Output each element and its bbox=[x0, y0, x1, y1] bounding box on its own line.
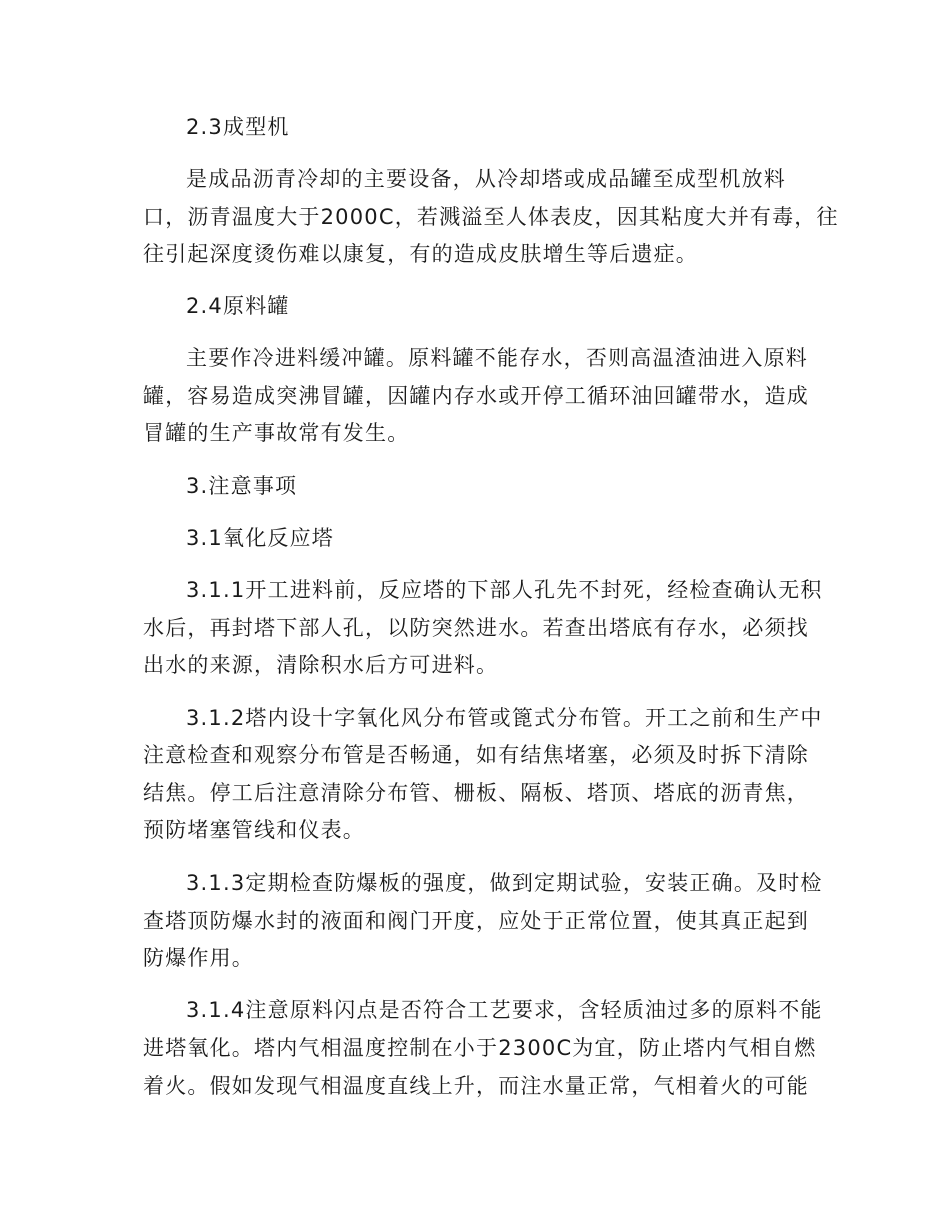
heading-3-1: 3.1氧化反应塔 bbox=[186, 526, 334, 550]
paragraph-3-1-3-line-1: 3.1.3定期检查防爆板的强度，做到定期试验，安装正确。及时检 bbox=[186, 871, 823, 895]
paragraph-3-1-4-line-1: 3.1.4注意原料闪点是否符合工艺要求，含轻质油过多的原料不能 bbox=[186, 998, 823, 1022]
paragraph-3-1-1-line-1: 3.1.1开工进料前，反应塔的下部人孔先不封死，经检查确认无积 bbox=[186, 578, 823, 602]
paragraph-2-3-line-3: 往引起深度烫伤难以康复，有的造成皮肤增生等后遗症。 bbox=[143, 242, 698, 266]
paragraph-3-1-1-line-3: 出水的来源，清除积水后方可进料。 bbox=[143, 653, 499, 677]
paragraph-2-4-line-3: 冒罐的生产事故常有发生。 bbox=[143, 421, 410, 445]
paragraph-3-1-2-line-1: 3.1.2塔内设十字氧化风分布管或篦式分布管。开工之前和生产中 bbox=[186, 706, 823, 730]
paragraph-2-4-line-2: 罐，容易造成突沸冒罐，因罐内存水或开停工循环油回罐带水，造成 bbox=[143, 384, 809, 408]
paragraph-2-3-line-1: 是成品沥青冷却的主要设备，从冷却塔或成品罐至成型机放料 bbox=[186, 167, 786, 191]
paragraph-3-1-3-line-2: 查塔顶防爆水封的液面和阀门开度，应处于正常位置，使其真正起到 bbox=[143, 909, 809, 933]
heading-3: 3.注意事项 bbox=[186, 474, 298, 498]
heading-2-4: 2.4原料罐 bbox=[186, 294, 290, 318]
paragraph-3-1-1-line-2: 水后，再封塔下部人孔，以防突然进水。若查出塔底有存水，必须找 bbox=[143, 616, 809, 640]
paragraph-2-3-line-2: 口，沥青温度大于2000C，若溅溢至人体表皮，因其粘度大并有毒，往 bbox=[143, 205, 839, 229]
paragraph-3-1-3-line-3: 防爆作用。 bbox=[143, 946, 254, 970]
paragraph-3-1-2-line-4: 预防堵塞管线和仪表。 bbox=[143, 818, 365, 842]
paragraph-3-1-4-line-2: 进塔氧化。塔内气相温度控制在小于2300C为宜，防止塔内气相自燃 bbox=[143, 1036, 817, 1060]
paragraph-3-1-2-line-2: 注意检查和观察分布管是否畅通，如有结焦堵塞，必须及时拆下清除 bbox=[143, 743, 809, 767]
heading-2-3: 2.3成型机 bbox=[186, 115, 290, 139]
paragraph-3-1-2-line-3: 结焦。停工后注意清除分布管、栅板、隔板、塔顶、塔底的沥青焦， bbox=[143, 781, 809, 805]
paragraph-2-4-line-1: 主要作冷进料缓冲罐。原料罐不能存水，否则高温渣油进入原料 bbox=[186, 346, 808, 370]
paragraph-3-1-4-line-3: 着火。假如发现气相温度直线上升，而注水量正常，气相着火的可能 bbox=[143, 1074, 809, 1098]
